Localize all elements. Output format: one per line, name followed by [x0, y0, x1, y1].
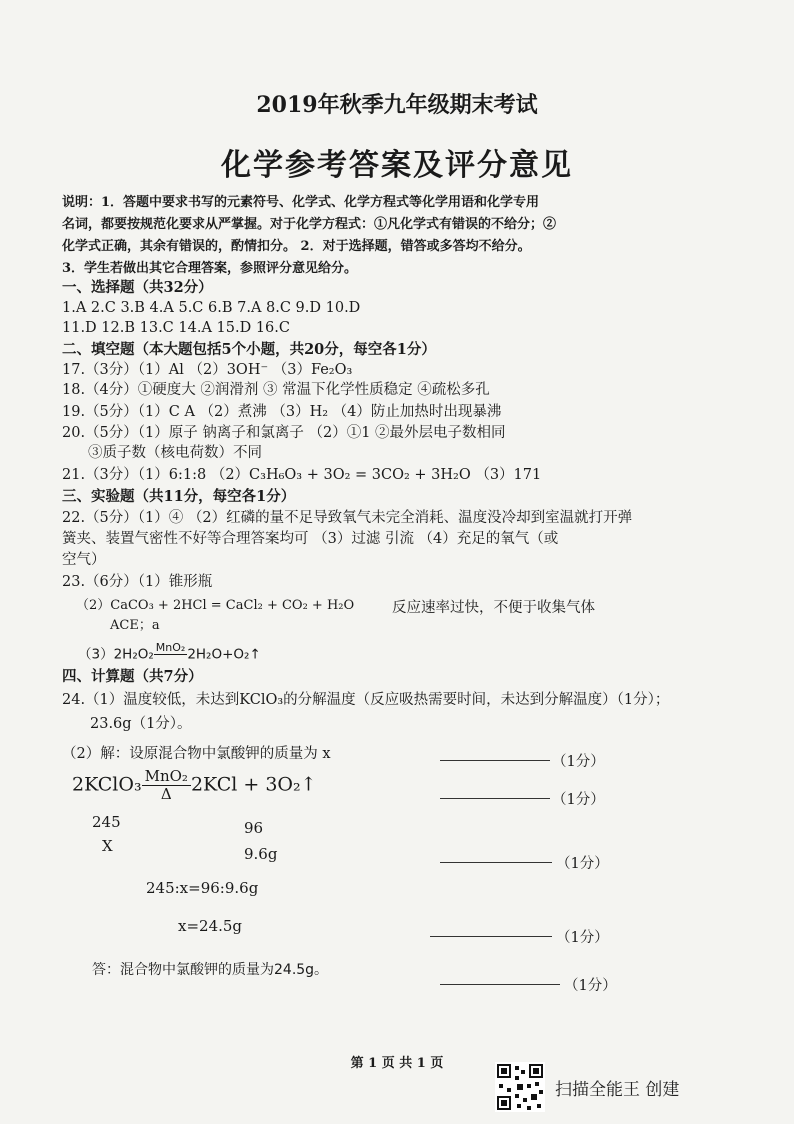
score-label: （1分）	[564, 978, 617, 994]
answer-q23-note: 反应速率过快，不便于收集气体	[392, 600, 595, 616]
answer-q23-apparatus: ACE；a	[110, 618, 160, 633]
answer-q17: 17.（3分）（1）Al （2）3OH⁻ （3）Fe₂O₃	[62, 362, 353, 378]
answer-q22-a: 22.（5分）（1）④ （2）红磷的量不足导致氧气未完全消耗、温度没冷却到室温就打开弹	[62, 510, 633, 526]
reaction-condition: MnO₂ Δ	[142, 768, 191, 803]
answer-q20-b: ③质子数（核电荷数）不同	[88, 445, 262, 461]
catalyst-arrow: MnO₂	[155, 641, 186, 654]
score-rule	[440, 862, 552, 863]
answer-q23-equation: （2）CaCO₃ + 2HCl = CaCl₂ + CO₂ + H₂O	[76, 598, 355, 613]
final-answer: 答：混合物中氯酸钾的质量为24.5g。	[92, 962, 329, 978]
choice-row-1: 1.A 2.C 3.B 4.A 5.C 6.B 7.A 8.C 9.D 10.D	[62, 300, 361, 316]
note-line-2: 名词，都要按规范化要求从严掌握。对于化学方程式：①凡化学式有错误的不给分；②	[62, 217, 557, 232]
note-line-3: 化学式正确，其余有错误的，酌情扣分。 2．对于选择题，错答或多答均不给分。	[62, 239, 531, 254]
section-calc-heading: 四、计算题（共7分）	[62, 668, 203, 685]
decomposition-equation: 2KClO₃ MnO₂ Δ 2KCl + 3O₂↑	[72, 767, 317, 803]
page-number: 第 1 页 共 1 页	[350, 1056, 444, 1071]
answer-q24-c: （2）解：设原混合物中氯酸钾的质量为 x	[62, 746, 331, 762]
score-rule	[430, 936, 552, 937]
exam-title: 2019年秋季九年级期末考试	[256, 92, 538, 118]
answer-q20-a: 20.（5分）（1）原子 钠离子和氯离子 （2）①1 ②最外层电子数相同	[62, 425, 506, 441]
choice-row-2: 11.D 12.B 13.C 14.A 15.D 16.C	[62, 320, 290, 336]
score-rule	[440, 798, 550, 799]
note-line-4: 3．学生若做出其它合理答案，参照评分意见给分。	[62, 261, 358, 276]
section-experiment-heading: 三、实验题（共11分，每空各1分）	[62, 488, 296, 505]
section-choice-heading: 一、选择题（共32分）	[62, 279, 213, 296]
answer-q23-a: 23.（6分）（1）锥形瓶	[62, 574, 213, 590]
section-fill-heading: 二、填空题（本大题包括5个小题，共20分，每空各1分）	[62, 341, 436, 358]
score-label: （1分）	[556, 856, 609, 872]
note-line-1: 说明：1．答题中要求书写的元素符号、化学式、化学方程式等化学用语和化学专用	[62, 195, 540, 210]
oxygen-mass: 9.6g	[244, 845, 278, 863]
molar-mass-o2: 96	[244, 819, 264, 837]
score-label: （1分）	[556, 930, 609, 946]
unknown-x: X	[102, 837, 113, 855]
answer-q18: 18.（4分）①硬度大 ②润滑剂 ③ 常温下化学性质稳定 ④疏松多孔	[62, 382, 490, 398]
molar-mass-kclo3: 245	[92, 813, 121, 831]
result-value: x=24.5g	[178, 917, 243, 935]
scanner-watermark: 扫描全能王 创建	[555, 1080, 680, 1100]
score-label: （1分）	[552, 754, 605, 770]
answer-q21: 21.（3分）（1）6:1:8 （2）C₃H₆O₃ + 3O₂ = 3CO₂ + 3H₂O （3）171	[62, 467, 542, 483]
answer-q24-a: 24.（1）温度较低，未达到KClO₃的分解温度（反应吸热需要时间，未达到分解温度）（1分）；	[62, 692, 670, 708]
answer-q22-c: 空气）	[62, 552, 106, 568]
answer-q22-b: 簧夹、装置气密性不好等合理答案均可 （3）过滤 引流 （4）充足的氧气（或	[62, 531, 559, 547]
score-rule	[440, 760, 550, 761]
answer-key-title: 化学参考答案及评分意见	[221, 148, 573, 183]
proportion: 245:x=96:9.6g	[146, 879, 259, 897]
answer-q19: 19.（5分）（1）C A （2）煮沸 （3）H₂ （4）防止加热时出现暴沸	[62, 404, 502, 420]
answer-q23-decomposition: （3）2H₂O₂ MnO₂ 2H₂O+O₂↑	[78, 642, 261, 667]
score-label: （1分）	[552, 792, 605, 808]
score-rule	[440, 984, 560, 985]
answer-q24-b: 23.6g（1分）。	[90, 716, 192, 732]
qr-code-icon	[495, 1062, 545, 1112]
